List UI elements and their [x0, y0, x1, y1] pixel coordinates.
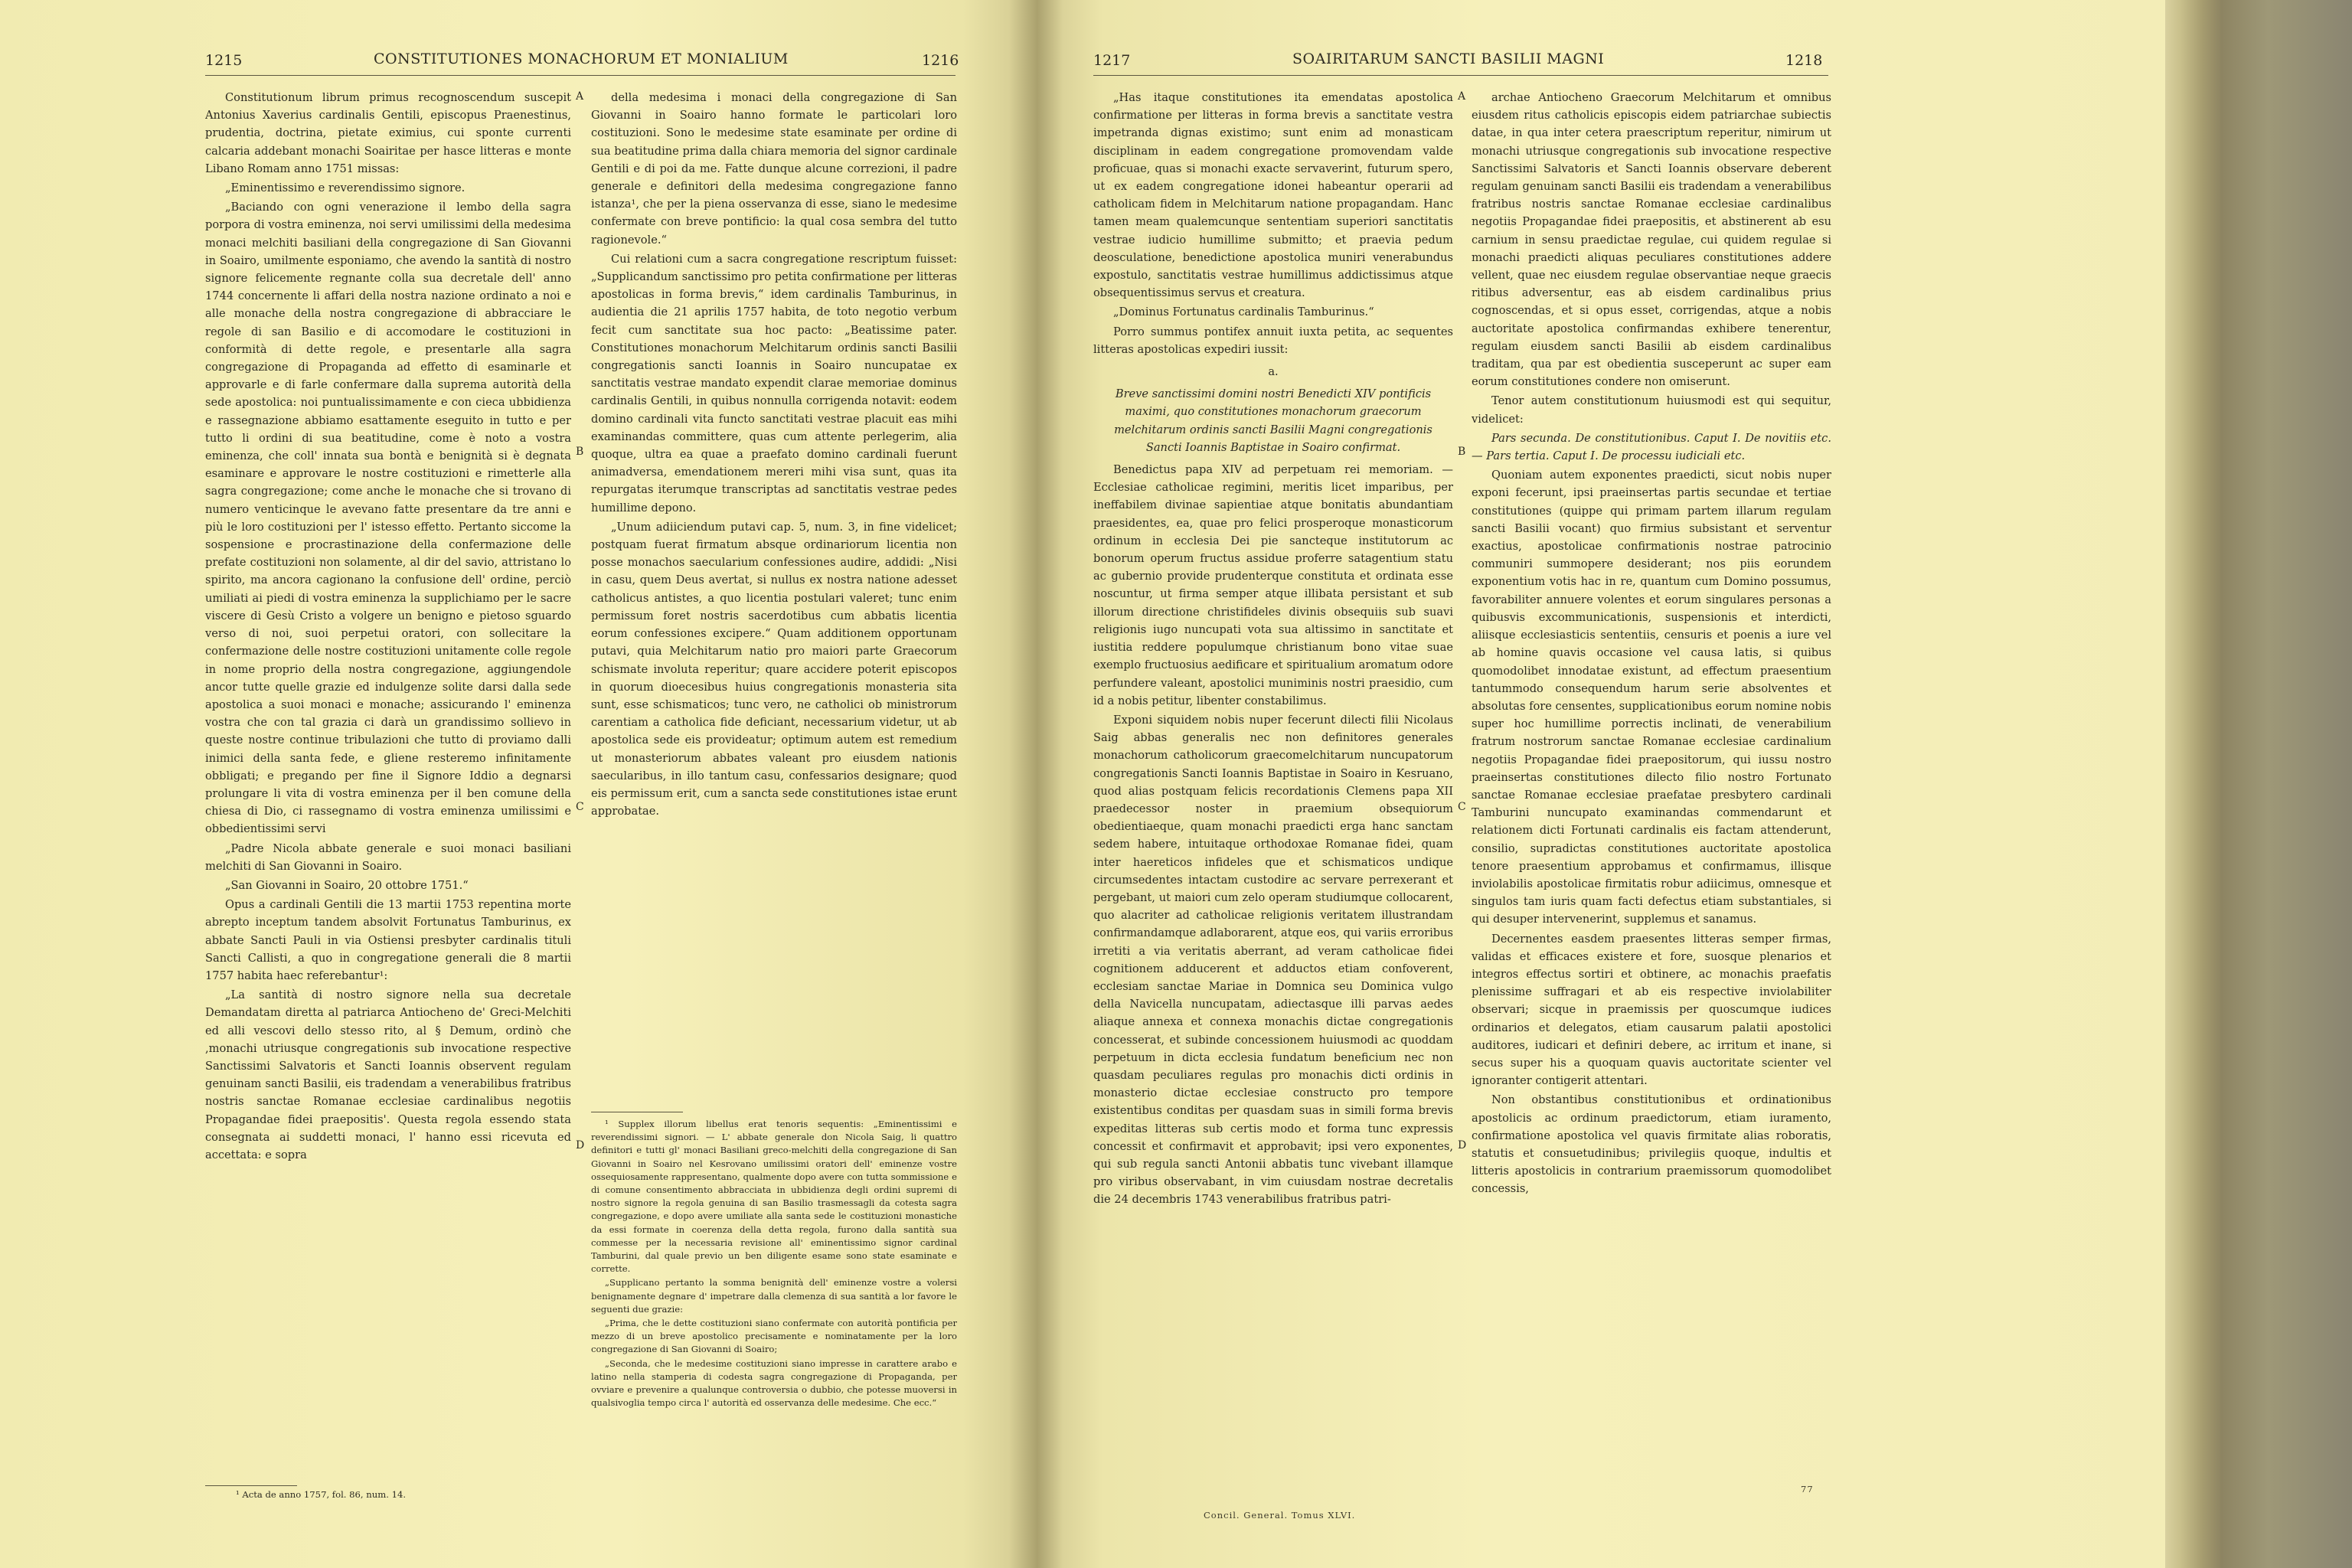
margin-letter: A — [576, 90, 584, 103]
paragraph: Pars secunda. De constitutionibus. Caput I. De novitiis etc. — Pars tertia. Caput I. De processu iudiciali etc. — [1472, 431, 1831, 463]
section-letter: a. — [1268, 365, 1279, 379]
left-column-2-footnotes — [591, 1118, 957, 1501]
paragraph: „San Giovanni in Soairo, 20 ottobre 1751.“ — [225, 878, 469, 892]
paragraph: Quoniam autem exponentes praedicti, sicut nobis nuper exponi fecerunt, ipsi praeinsertas partis secundae et tertiae constitutiones (quippe qui primam partem illarum regulam sancti Basilii vocant) quo firmius subsistant et serventur exactius, apostolicae confirmationis nostrae patrocinio communiri summopere desiderant; nos piis eorundem exponentium votis hac in re, quantum cum Domino possumus, favorabiliter annuere volentes et eorum singulares personas a quibusvis excommunicationis, suspensionis et interdicti, aliisque ecclesiasticis sententiis, censuris et poenis a iure vel ab homine quavis occasione vel causa latis, si quibus quomodolibet innodatae existunt, ad effectum praesentium tantummodo consequendum harum serie absolventes et absolutas fore censentes, supplicationibus eorum nomine nobis super hoc humillime porrectis inclinati, de venerabilium fratrum nostrorum sanctae Romanae ecclesiae cardinalium negotiis Propagandae fidei praepositorum, qui iussu nostro praeinsertas constitutiones dilecto filio nostro Fortunato sanctae Romanae ecclesiae praefatae presbytero cardinali Tamburini nuncupato examinandas commendarunt et relationem dicti Fortunati cardinalis eis factam attenderunt, consilio, supradictas constitutiones auctoritate apostolica tenore praesentium approbamus et confirmamus, illisque inviolabilis apostolicae firmitatis robur adiicimus, omnesque et singulos tam iuris quam facti defectus etiam substantiales, si qui desuper intervenerint, supplemus et sanamus. — [1472, 469, 1831, 926]
left-page-number-a: 1215 — [205, 52, 243, 69]
right-page — [1035, 0, 2165, 1568]
paragraph: Non obstantibus constitutionibus et ordinationibus apostolicis ac ordinum praedictorum, etiam iuramento, confirmatione apostolica vel quavis firmitate alias roboratis, statutis et consuetudinibus; privilegiis quoque, indultis et litteris apostolicis in contrarium praemissorum quomodolibet concessis, — [1472, 1093, 1831, 1196]
footnote-paragraph: „Supplicano pertanto la somma benignità dell' eminenze vostre a volersi benignamente degnare d' impetrare dalla clemenza di sua santità a lor favore le seguenti due grazie: — [591, 1277, 957, 1315]
signature-number: 77 — [1801, 1484, 1814, 1494]
right-column-2 — [1472, 89, 1831, 1490]
footnote-paragraph: „Seconda, che le medesime costituzioni siano impresse in carattere arabo e latino nella stamperia di codesta sagra congregazione di Propaganda, per ovviare e prevenire a qualunque controversia o dubbio, che potesse muoversi in qualsivoglia tempo circa l' autorità ed osservanza delle medesime. Che ecc.“ — [591, 1357, 957, 1409]
margin-letter: D — [1458, 1139, 1467, 1152]
paragraph: „Has itaque constitutiones ita emendatas apostolica confirmatione per litteras in forma brevis a sanctitate vestra impetranda dignas existimo; sunt enim ad monasticam disciplinam in eadem congregatione promovendam valde proficuae, quas si monachi exacte servaverint, futurum spero, ut ex eadem congregatione idonei habeantur operarii ad catholicam fidem in Melchitarum natione propagandam. Hanc tamen meam qualemcunque sententiam superiori sanctitatis vestrae iudicio humillime submitto; et praevia pedum deosculatione, benedictione apostolica muniri venerabundus expostulo, sanctitatis vestrae humillimus addictissimus atque obsequentissimus servus et creatura. — [1093, 91, 1453, 300]
paragraph: Tenor autem constitutionum huiusmodi est qui sequitur, videlicet: — [1472, 394, 1831, 426]
left-page-number-b: 1216 — [922, 52, 959, 69]
book-gutter — [1009, 0, 1063, 1568]
margin-letter: C — [576, 801, 584, 813]
footnote-text: ¹ Acta de anno 1757, fol. 86, num. 14. — [236, 1489, 407, 1500]
paragraph: „Baciando con ogni venerazione il lembo della sagra porpora di vostra eminenza, noi servi umilissimi della medesima monaci melchiti basiliani della congregazione di San Giovanni in Soairo, umilmente esponiamo, che avendo la santità di nostro signore felicemente regnante colla sua decretale dell' anno 1744 concernente li affari della nostra nazione ordinato a noi e alle monache della nostra congregazione di abbracciare le regole di san Basilio e di accomodare le costituzioni in conformità di dette regole, e presentarle alla sagra congregazione di Propaganda ad effetto di esaminarle et approvarle e di farle confermare dalla suprema autorità della sede apostolica: noi puntualissimamente e con cieca ubbidienza e rassegnazione abbiamo esattamente eseguito in tutto e per tutto li ordini di sua beatitudine, come è noto a vostra eminenza, che coll' innata sua bontà e benignità si è degnata esaminare e approvare le nostre costituzioni e rimetterle alla sagra congregazione; come anche le monache che si trovano di numero venticinque le avevano fatte presentare da tre anni e più le loro costituzioni per l' istesso effetto. Pertanto siccome la sospensione e procrastinazione della confermazione delle prefate costituzioni non solamente, al dir del savio, attristano lo spirito, ma ancora cagionano la confusione dell' ordine, perciò umiliati ai piedi di vostra eminenza la supplichiamo per le sacre viscere di Gesù Cristo a volgere un benigno e pietoso sguardo verso di noi, suoi perpetui oratori, con sollecitare la confermazione delle nostre costituzioni unitamente colle regole in nome proprio della nostra congregazione, aggiungendole ancor tutte quelle grazie ed indulgenze solite darsi dalla sede apostolica a suoi monaci e monache; assicurando l' eminenza vostra che con tal grazia ci darà un grandissimo sollievo in queste nostre continue tribulazioni che tutto di proviamo dalli inimici della santa fede, e gliene resteremo infinitamente obbligati; e pregando per fine il Signore Iddio a degnarsi prolungare li vita di vostra eminenza per il ben comune della chiesa di Dio, ci rassegnamo di vostra eminenza umilissimi e obbedientissimi servi — [205, 201, 571, 836]
paragraph: „Padre Nicola abbate generale e suoi monaci basiliani melchiti di San Giovanni in Soairo. — [205, 841, 571, 873]
header-rule — [205, 75, 956, 76]
margin-letter: C — [1458, 801, 1466, 813]
paragraph: Benedictus papa XIV ad perpetuam rei memoriam. — Ecclesiae catholicae regimini, meritis licet imparibus, per ineffabilem divinae sapientiae atque bonitatis abundantiam praesidentes, ea, quae pro felici prosperoque monasticorum ordinum in ecclesia Dei pie sancteque institutorum ac bonorum operum fructus assidue proferre satagentium statu ac gubernio provide prudenterque constituta et ordinata esse noscuntur, ut firma semper atque illibata persistant et sub illorum directione christifideles divinis obsequiis sub suavi religionis iugo nuncupati vota sua altissimo in sanctitate et iustitia reddere populumque christianum bono vitae suae exemplo fructuosius aedificare et spiritualium aromatum odore perfundere valeant, apostolici muniminis nostri praesidio, cum id a nobis petitur, libenter constabilimus. — [1093, 463, 1453, 707]
paragraph: archae Antiocheno Graecorum Melchitarum et omnibus eiusdem ritus catholicis episcopis eidem patriarchae subiectis datae, in qua inter cetera praescriptum reperitur, nimirum ut monachi utriusque congregationis sub invocatione respective Sanctissimi Salvatoris et Sancti Ioannis observare deberent regulam genuinam sancti Basilii eis tradendam a venerabilibus fratribus nostris sanctae Romanae ecclesiae cardinalibus negotiis Propagandae fidei praepositis, et abstinerent ab esu carnium in sensu praedictae regulae, cui quidem regulae si monachi praedicti aliquas peculiares constitutiones addere vellent, quae nec eiusdem regulae observantiae neque graecis ritibus adversentur, eas ab eisdem cardinalibus prius cognoscendas, et si opus esset, corrigendas, atque a nobis auctoritate apostolica confirmandas exhibere tenerentur, regulam eiusdem sancti Basilii ab eisdem cardinalibus traditam, qua par est obedientia susceperunt ac super eam eorum constitutiones condere non omiserunt. — [1472, 91, 1831, 389]
paragraph: della medesima i monaci della congregazione di San Giovanni in Soairo hanno formate le particolari loro costituzioni. Sono le medesime state esaminate per ordine di sua beatitudine prima dalla chiara memoria del signor cardinale Gentili e di poi da me. Fatte dunque alcune correzioni, il padre generale e definitori della medesima congregazione fanno istanza¹, che per la piena osservanza di esse, siano le medesime confermate con breve pontificio: la qual cosa sembra del tutto ragionevole.“ — [591, 91, 957, 247]
section-title: Breve sanctissimi domini nostri Benedicti XIV pontificis maximi, quo constitutiones monachorum graecorum melchitarum ordinis sancti Basilii Magni congregationis Sancti Ioannis Baptistae in Soairo confirmat. — [1114, 387, 1432, 454]
footnote-paragraph: „Prima, che le dette costituzioni siano confermate con autorità pontificia per mezzo di un breve apostolico precisamente e nominatamente per la loro congregazione di San Giovanni di Soairo; — [591, 1318, 957, 1355]
footnote-paragraph: ¹ Supplex illorum libellus erat tenoris sequentis: „Eminentissimi e reverendissimi signori. — L' abbate generale don Nicola Saig, li quattro definitori e tutti gl' monaci Basiliani greco-melchiti della congregazione di San Giovanni in Soairo nel Kesrovano umilissimi oratori dell' eminenze vostre ossequiosamente rappresentano, qualmente dopo avere con tutta sommissione e di comune consentimento abbracciata in ubbidienza degli ordini supremi di nostro signore la regola genuina di san Basilio trasmessagli da cotesta sagra congregazione, e dopo avere umiliate alla santa sede le costituzioni monastiche da essi formate in coerenza della detta regola, furono dalla santità sua commesse per la necessaria revisione all' eminentissimo signor cardinal Tamburini, dal quale previo un ben diligente esame sono state esaminate e corrette. — [591, 1119, 957, 1275]
margin-letter: B — [576, 446, 584, 458]
left-column-1-footnote — [222, 1488, 571, 1505]
right-running-head: SOAIRITARUM SANCTI BASILII MAGNI — [1292, 51, 1605, 67]
left-running-head: CONSTITUTIONES MONACHORUM ET MONIALIUM — [374, 51, 789, 67]
footnote-rule — [205, 1485, 297, 1486]
paragraph: „Eminentissimo e reverendissimo signore. — [225, 181, 466, 195]
margin-letter: D — [576, 1139, 585, 1152]
page-edges — [2165, 0, 2352, 1568]
paragraph: Constitutionum librum primus recognoscendum suscepit Antonius Xaverius cardinalis Gentili, episcopus Praenestinus, prudentia, doctrina, pietate eximius, cui sponte currenti calcaria addebant monachi Soairitae per hasce litteras e monte Libano Romam anno 1751 missas: — [205, 91, 571, 175]
margin-letter: B — [1458, 446, 1466, 458]
paragraph: „Unum adiiciendum putavi cap. 5, num. 3, in fine videlicet; postquam fuerat firmatum absque ordinariorum licentia non posse monachos saecularium confessiones audire, addidi: „Nisi in casu, quem Deus avertat, si nullus ex nostra natione adesset catholicus antistes, a quo licentia postulari valeret; tunc enim permissum foret nostris sacerdotibus cum abbatis licentia eorum confessiones excipere.“ Quam additionem opportunam putavi, quia Melchitarum natio pro maiori parte Graecorum schismate involuta reperitur; quare accidere poterit episcopos in quorum dioecesibus huius congregationis monasteria sita sunt, esse schismaticos; tunc vero, ne catholici ob ministrorum carentiam a catholica fide deficiant, necessarium videtur, ut ab apostolica sede eis provideatur; optimum autem est remedium ut monasteriorum abbates valeant pro eiusdem nationis saecularibus, in illo tantum casu, confessarios designare; quod eis permissum erit, cum a sancta sede constitutiones istae erunt approbatae. — [591, 520, 957, 818]
signature-mark: Concil. General. Tomus XLVI. — [1204, 1510, 1356, 1521]
paragraph: Cui relationi cum a sacra congregatione rescriptum fuisset: „Supplicandum sanctissimo pro petita confirmatione per litteras apostolicas in forma brevis,“ idem cardinalis Tamburinus, in audientia die 21 aprilis 1757 habita, de toto negotio verbum fecit cum sanctitate sua hoc pacto: „Beatissime pater. Constitutiones monachorum Melchitarum ordinis sancti Basilii congregationis sancti Ioannis in Soairo nuncupatae ex sanctitatis vestrae mandato expendit clarae memoriae dominus cardinalis Gentili, in quibus nonnulla corrigenda notavit: eodem domino cardinali vita functo sanctitati vestrae placuit eas mihi examinandas committere, quas cum attente perlegerim, alia quoque, ultra ea quae a praefato domino cardinali fuerunt animadversa, emendationem mereri mihi visa sunt, quas ita repurgatas iterumque transcriptas ad sanctitatis vestrae pedes humillime depono. — [591, 252, 957, 514]
margin-letter: A — [1458, 90, 1466, 103]
right-page-number-a: 1217 — [1093, 52, 1131, 69]
paragraph: Porro summus pontifex annuit iuxta petita, ac sequentes litteras apostolicas expediri iussit: — [1093, 325, 1453, 356]
right-page-number-b: 1218 — [1785, 52, 1823, 69]
paragraph: Exponi siquidem nobis nuper fecerunt dilecti filii Nicolaus Saig abbas generalis nec non definitores generales monachorum catholicorum graecomelchitarum nuncupatorum congregationis Sancti Ioannis Baptistae in Soairo in Kesruano, quod alias postquam felicis recordationis Clemens papa XII praedecessor noster in praemium obsequiorum obedientiaeque, quam monachi praedicti erga hanc sanctam sedem habere, intuitaque orthodoxae Romanae fidei, quam inter haereticos infideles que et schismaticos undique circumsedentes intactam custodire ac servare perrexerant et pergebant, ut maiori cum zelo operam studiumque collocarent, quo alacriter ad catholicae religionis veritatem illustrandam confirmandamque adlaborarent, atque eos, qui variis erroribus irretiti a via veritatis aberrant, ad veram catholicae fidei cognitionem adducerent et adductos etiam confoverent, ecclesiam sanctae Mariae in Domnica seu Dominica vulgo della Navicella nuncupatam, adiectasque illi parvas aedes aliaque annexa et connexa monachis dictae congregationis concesserat, et subinde concessionem huiusmodi ac quoddam perpetuum in dicta ecclesia fundatum beneficium nec non quasdam peculiares regulas pro monachis dicti ordinis in monasterio dictae ecclesiae constructo pro tempore existentibus conditas per quasdam suas in simili forma brevis expeditas litteras sub certis modo et forma tunc expressis concessit et confirmavit et approbavit; ipsi vero exponentes, qui sub regula sancti Antonii abbatis tunc vivebant illamque pro viribus observabant, in vim cuiusdam nostrae decretalis die 24 decembris 1743 venerabilibus fratribus patri- — [1093, 713, 1453, 1207]
right-column-1 — [1093, 89, 1453, 1508]
left-column-1 — [205, 89, 571, 1481]
paragraph: „La santità di nostro signore nella sua decretale Demandatam diretta al patriarca Antiocheno de' Greci-Melchiti ed alli vescovi dello stesso rito, al § Demum, ordinò che ,monachi utriusque congregationis sub invocatione respective Sanctissimi Salvatoris et Sancti Ioannis observent regulam genuinam sancti Basilii, eis tradendam a venerabilibus fratribus nostris sanctae Romanae ecclesiae cardinalibus negotiis Propagandae fidei praepositis'. Questa regola essendo stata consegnata ai suddetti monaci, l' hanno essi ricevuta ed accettata: e sopra — [205, 988, 571, 1161]
header-rule — [1093, 75, 1828, 76]
paragraph: Decernentes easdem praesentes litteras semper firmas, validas et efficaces existere et fore, suosque plenarios et integros effectus sortiri et obtinere, ac monachis praefatis plenissime suffragari et ab eis respective inviolabiliter observari; sicque in praemissis per quoscumque iudices ordinarios et delegatos, etiam causarum palatii apostolici auditores, iudicari et definiri debere, ac irritum et inane, si secus super his a quoquam quavis auctoritate scienter vel ignoranter contigerit attentari. — [1472, 932, 1831, 1088]
paragraph: Opus a cardinali Gentili die 13 martii 1753 repentina morte abrepto inceptum tandem absolvit Fortunatus Tamburinus, ex abbate Sancti Pauli in via Ostiensi presbyter cardinalis tituli Sancti Callisti, a quo in congregatione generali die 8 martii 1757 habita haec referebantur¹: — [205, 898, 571, 982]
paragraph: „Dominus Fortunatus cardinalis Tamburinus.“ — [1113, 305, 1374, 319]
left-page — [0, 0, 1035, 1568]
left-column-2 — [591, 89, 957, 1092]
